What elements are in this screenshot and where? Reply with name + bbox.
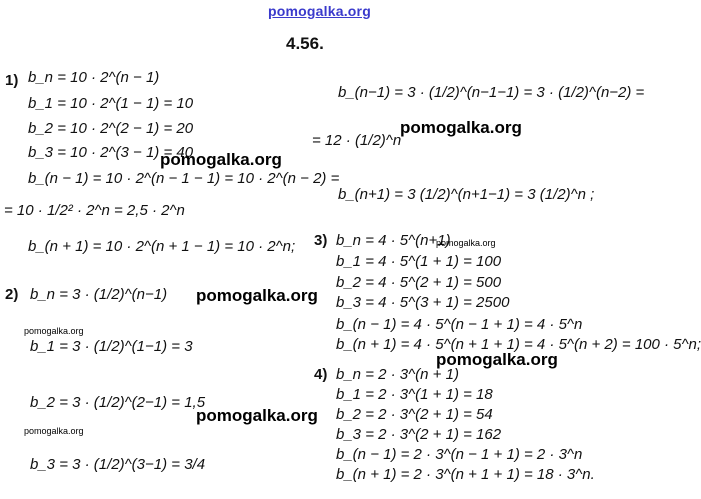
part1-line-2: b_1 = 10 · 2^(1 − 1) = 10 bbox=[28, 95, 194, 112]
part3-line-5: b_(n − 1) = 4 · 5^(n − 1 + 1) = 4 · 5^n bbox=[336, 316, 583, 333]
watermark-big-2: pomogalka.org bbox=[160, 150, 282, 169]
part4-line-2: b_1 = 2 · 3^(1 + 1) = 18 bbox=[336, 386, 493, 403]
part2-right-line-1: b_(n−1) = 3 · (1/2)^(n−1−1) = 3 · (1/2)^(n−2) = bbox=[338, 84, 645, 101]
part3-label: 3) bbox=[314, 232, 328, 249]
part3-line-2: b_1 = 4 · 5^(1 + 1) = 100 bbox=[336, 253, 502, 270]
watermark-big-5: pomogalka.org bbox=[196, 406, 318, 425]
part1-label: 1) bbox=[5, 72, 19, 89]
part4-line-6: b_(n + 1) = 2 · 3^(n + 1 + 1) = 18 · 3^n. bbox=[336, 466, 595, 483]
watermark-big-3: pomogalka.org bbox=[196, 286, 318, 305]
part2-line-4: b_3 = 3 · (1/2)^(3−1) = 3/4 bbox=[30, 456, 206, 473]
part4-line-3: b_2 = 2 · 3^(2 + 1) = 54 bbox=[336, 406, 493, 423]
part1-line-4: b_3 = 10 · 2^(3 − 1) = 40 bbox=[28, 144, 194, 161]
watermark-small-1: pomogalka.org bbox=[436, 238, 496, 248]
watermark-small-3: pomogalka.org bbox=[24, 426, 84, 436]
part2-line-2: b_1 = 3 · (1/2)^(1−1) = 3 bbox=[30, 338, 193, 355]
problem-number: 4.56. bbox=[286, 34, 324, 53]
part3-line-3: b_2 = 4 · 5^(2 + 1) = 500 bbox=[336, 274, 502, 291]
part3-line-1: b_n = 4 · 5^(n+1) bbox=[336, 232, 451, 249]
part3-line-4: b_3 = 4 · 5^(3 + 1) = 2500 bbox=[336, 294, 510, 311]
part4-line-4: b_3 = 2 · 3^(2 + 1) = 162 bbox=[336, 426, 502, 443]
part1-line-1: b_n = 10 · 2^(n − 1) bbox=[28, 69, 160, 86]
part1-line-6: = 10 · 1/2² · 2^n = 2,5 · 2^n bbox=[4, 202, 185, 219]
watermark-small-2: pomogalka.org bbox=[24, 326, 84, 336]
watermark-link-top[interactable]: pomogalka.org bbox=[268, 3, 371, 19]
part4-line-1: b_n = 2 · 3^(n + 1) bbox=[336, 366, 459, 383]
part2-right-line-2: = 12 · (1/2)^n bbox=[312, 132, 402, 149]
part2-line-3: b_2 = 3 · (1/2)^(2−1) = 1,5 bbox=[30, 394, 206, 411]
part3-line-6: b_(n + 1) = 4 · 5^(n + 1 + 1) = 4 · 5^(n + 2) = 100 · 5^n; bbox=[336, 336, 701, 353]
part2-line-1: b_n = 3 · (1/2)^(n−1) bbox=[30, 286, 168, 303]
part4-line-5: b_(n − 1) = 2 · 3^(n − 1 + 1) = 2 · 3^n bbox=[336, 446, 583, 463]
part4-label: 4) bbox=[314, 366, 328, 383]
watermark-big-4: pomogalka.org bbox=[436, 350, 558, 369]
watermark-big-1: pomogalka.org bbox=[400, 118, 522, 137]
part1-line-7: b_(n + 1) = 10 · 2^(n + 1 − 1) = 10 · 2^n; bbox=[28, 238, 296, 255]
part1-line-3: b_2 = 10 · 2^(2 − 1) = 20 bbox=[28, 120, 194, 137]
part2-right-line-3: b_(n+1) = 3 (1/2)^(n+1−1) = 3 (1/2)^n ; bbox=[338, 186, 595, 203]
part2-label: 2) bbox=[5, 286, 19, 303]
part1-line-5: b_(n − 1) = 10 · 2^(n − 1 − 1) = 10 · 2^(n − 2) = bbox=[28, 170, 340, 187]
